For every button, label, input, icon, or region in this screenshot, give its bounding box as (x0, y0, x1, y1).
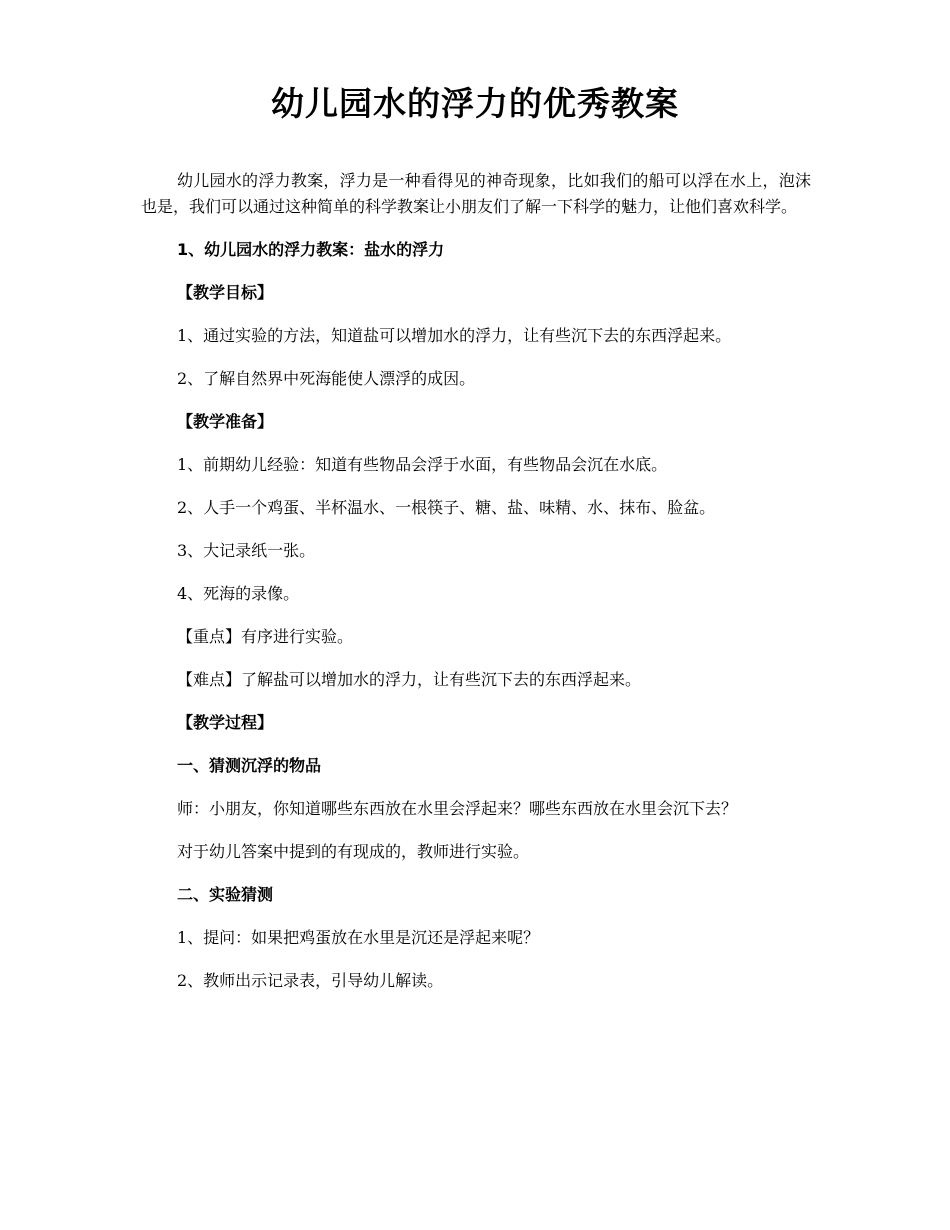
difficulty-text: 了解盐可以增加水的浮力，让有些沉下去的东西浮起来。 (241, 670, 642, 689)
heading-teaching-process: 【教学过程】 (177, 713, 274, 732)
goal-item: 2、了解自然界中死海能使人漂浮的成因。 (177, 369, 476, 388)
preparation-item: 4、死海的录像。 (177, 584, 300, 603)
section-heading-salt-water: 1、幼儿园水的浮力教案：盐水的浮力 (177, 240, 445, 259)
key-point-paragraph (141, 624, 811, 650)
key-point-text: 有序进行实验。 (241, 627, 354, 646)
key-point-label: 【重点】 (177, 627, 242, 646)
step-heading-experiment: 二、实验猜测 (177, 885, 274, 904)
heading-teaching-goals: 【教学目标】 (177, 283, 274, 302)
intro-paragraph: 幼儿园水的浮力教案，浮力是一种看得见的神奇现象，比如我们的船可以浮在水上，泡沫也是，我们可以通过这种简单的科学教案让小朋友们了解一下科学的魅力，让他们喜欢科学。 (141, 171, 811, 216)
document-body (141, 168, 811, 1011)
preparation-item: 3、大记录纸一张。 (177, 541, 316, 560)
heading-teaching-preparation: 【教学准备】 (177, 412, 274, 431)
preparation-item: 2、人手一个鸡蛋、半杯温水、一根筷子、糖、盐、味精、水、抹布、脸盆。 (177, 498, 716, 517)
step-heading-guess: 一、猜测沉浮的物品 (177, 756, 322, 775)
process-paragraph: 1、提问：如果把鸡蛋放在水里是沉还是浮起来呢？ (177, 928, 540, 947)
process-paragraph: 2、教师出示记录表，引导幼儿解读。 (177, 971, 444, 990)
difficulty-paragraph (141, 667, 811, 693)
difficulty-label: 【难点】 (177, 670, 242, 689)
process-paragraph: 师：小朋友，你知道哪些东西放在水里会浮起来？哪些东西放在水里会沉下去？ (177, 799, 738, 818)
process-paragraph: 对于幼儿答案中提到的有现成的，教师进行实验。 (177, 842, 530, 861)
goal-item: 1、通过实验的方法，知道盐可以增加水的浮力，让有些沉下去的东西浮起来。 (177, 326, 732, 345)
preparation-item: 1、前期幼儿经验：知道有些物品会浮于水面，有些物品会沉在水底。 (177, 455, 668, 474)
document-title: 幼儿园水的浮力的优秀教案 (271, 84, 679, 123)
